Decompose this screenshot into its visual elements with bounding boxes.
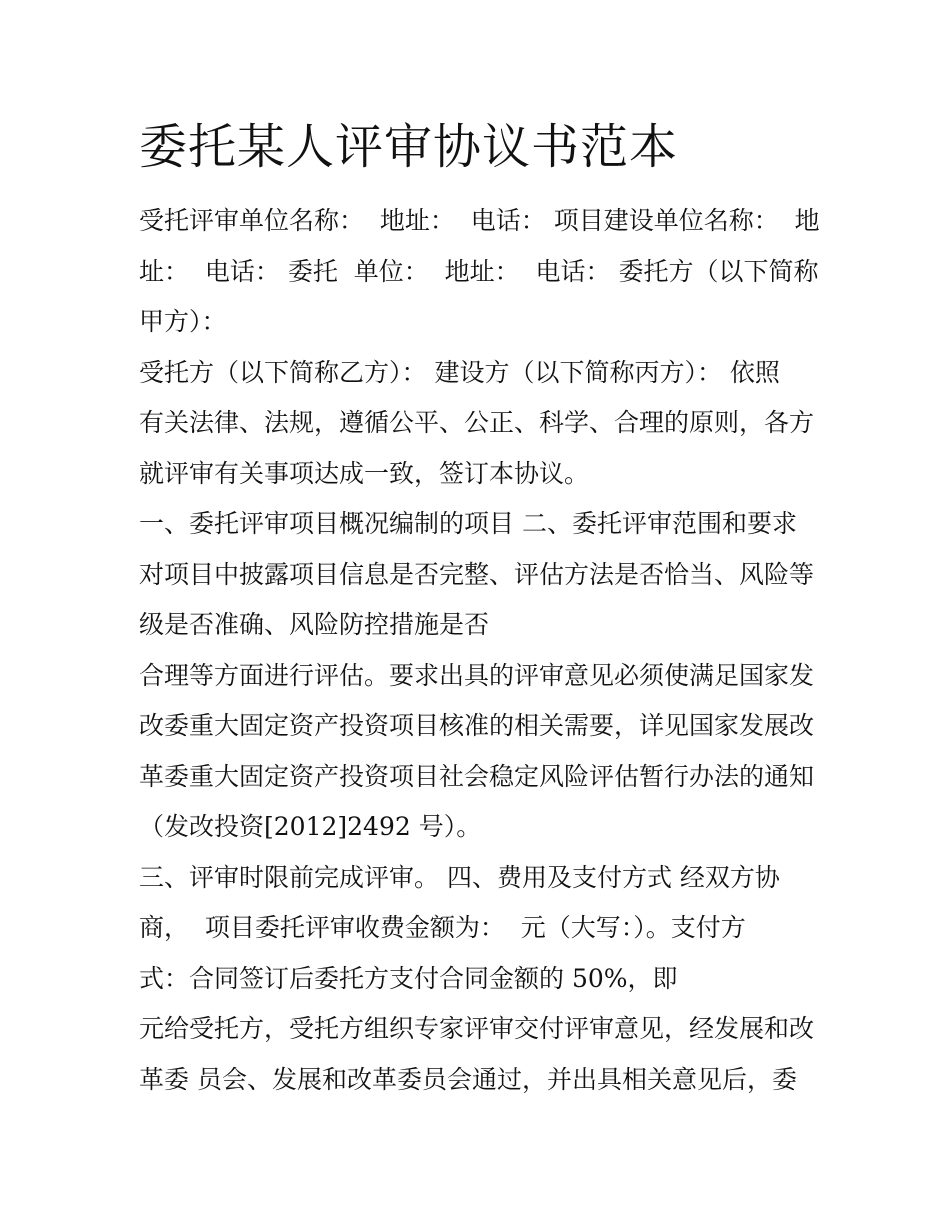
body-line: 址： 电话： 委托 单位： 地址： 电话： 委托方（以下简称: [139, 256, 819, 286]
body-line: 商， 项目委托评审收费金额为： 元（大写：）。支付方: [139, 913, 746, 942]
document-title: 委托某人评审协议书范本: [139, 119, 679, 175]
document-body: [139, 196, 819, 1105]
body-line: 有关法律、法规，遵循公平、公正、科学、合理的原则，各方: [139, 408, 815, 437]
body-line: 改委重大固定资产投资项目核准的相关需要，详见国家发展改: [139, 711, 815, 740]
body-line: 革委重大固定资产投资项目社会稳定风险评估暂行办法的通知: [139, 761, 815, 791]
body-line: 甲方）：: [139, 307, 227, 336]
body-line: 一、委托评审项目概况编制的项目 二、委托评审范围和要求: [139, 509, 797, 538]
body-line: 就评审有关事项达成一致，签订本协议。: [139, 458, 590, 488]
body-line: 合理等方面进行评估。要求出具的评审意见必须使满足国家发: [139, 660, 815, 690]
body-line: 元给受托方，受托方组织专家评审交付评审意见，经发展和改: [139, 1014, 815, 1043]
body-line: 三、评审时限前完成评审。 四、费用及支付方式 经双方协: [139, 862, 780, 892]
body-line: 式：合同签订后委托方支付合同金额的 50%，即: [139, 963, 678, 993]
body-line: 革委 员会、发展和改革委员会通过，并出具相关意见后，委: [139, 1064, 797, 1094]
body-line: （发改投资[2012]2492 号）。: [139, 812, 482, 841]
body-line: 受托方（以下简称乙方）： 建设方（以下简称丙方）： 依照: [139, 357, 780, 387]
body-line: 级是否准确、风险防控措施是否: [139, 610, 490, 639]
body-line: 对项目中披露项目信息是否完整、评估方法是否恰当、风险等: [139, 559, 815, 589]
body-line: 受托评审单位名称： 地址： 电话： 项目建设单位名称： 地: [139, 206, 820, 235]
